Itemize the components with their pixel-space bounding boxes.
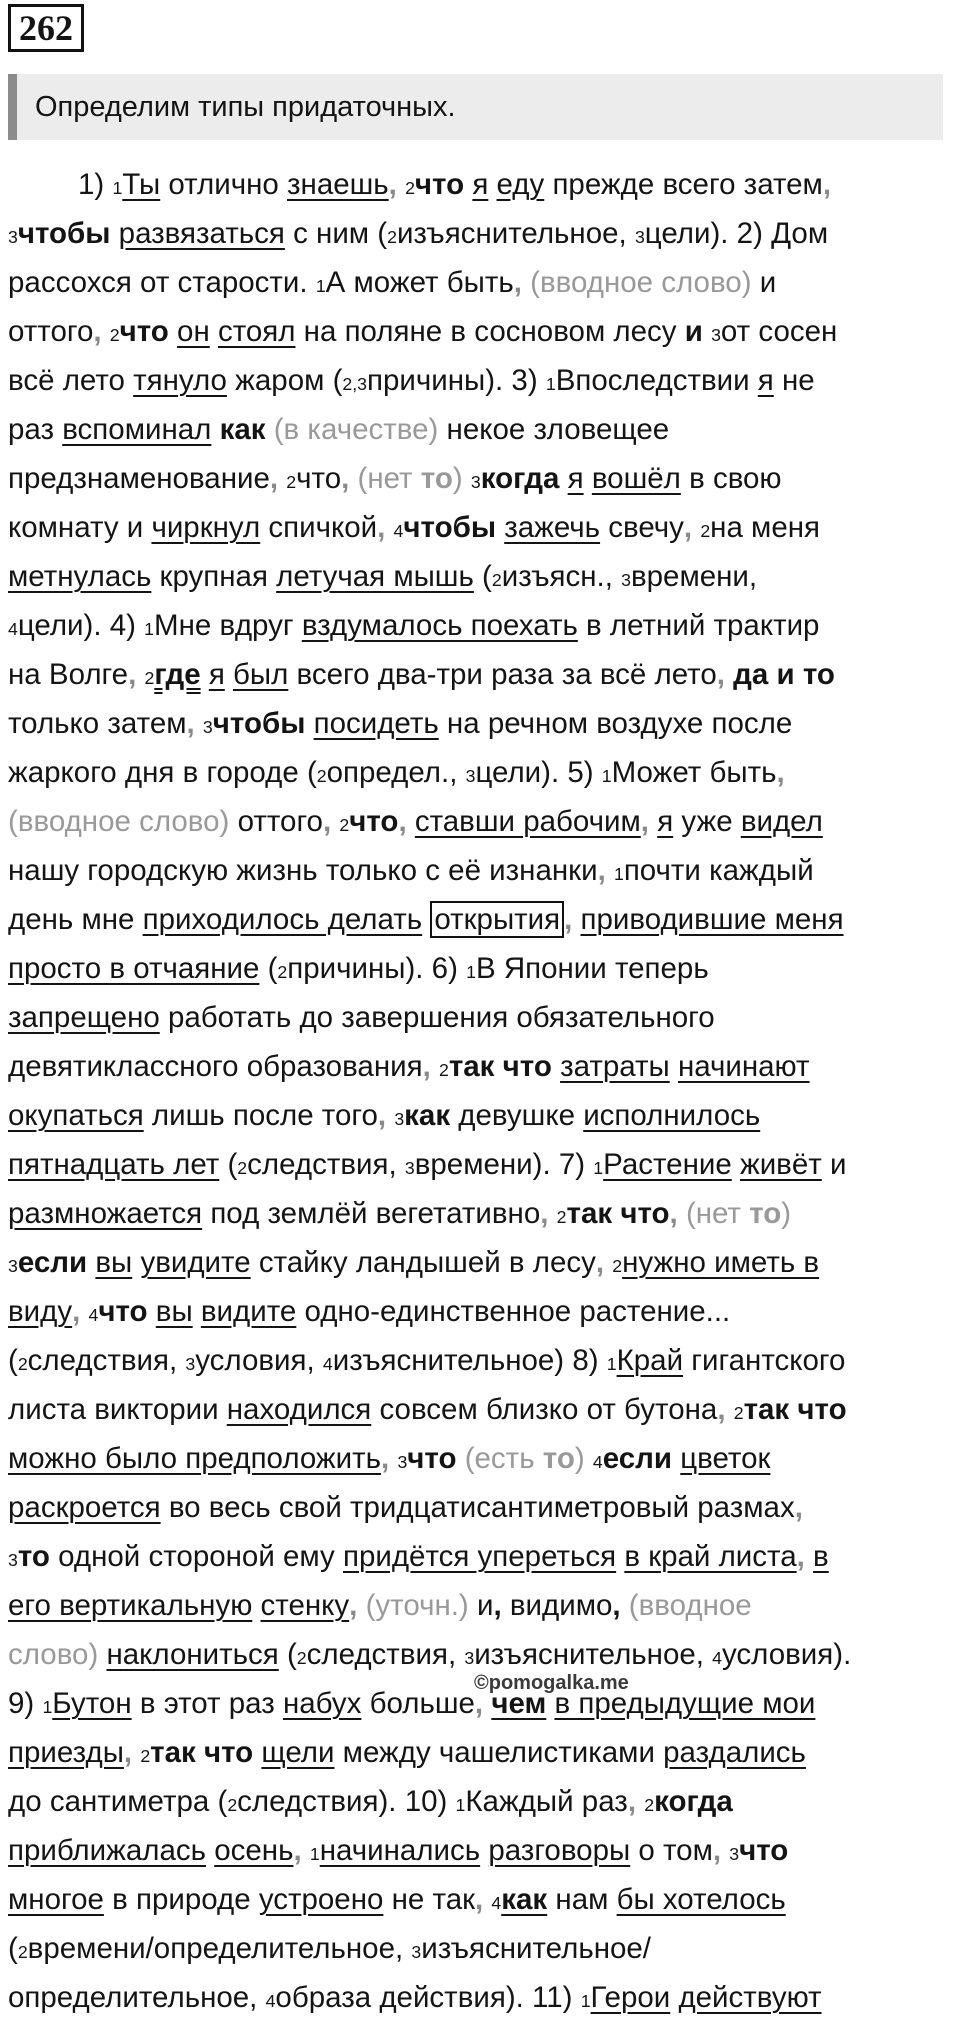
text-line: оттого, $^2$что он стоял на поляне в сосновом лесу и $^3$от сосен [8,315,838,348]
text-line: рассохся от старости. $^1$А может быть, (вводное слово) и [8,266,777,299]
text-line: $^3$то одной стороной ему придётся упереться в край листа, в [8,1540,829,1573]
text-line: комнату и чиркнул спичкой, $^4$чтобы зажечь свечу, $^2$на меня [8,511,821,544]
intro-note: Определим типы придаточных. [8,74,943,140]
watermark: ©pomogalka.me [474,1672,629,1694]
text-line: только затем, $^3$чтобы посидеть на речном воздухе после [8,707,793,740]
text-line: $^4$цели). 4) $^1$Мне вдруг вздумалось поехать в летний трактир [8,609,820,642]
text-line: просто в отчаяние ($^2$причины). 6) $^1$В Японии теперь [8,952,709,985]
text-line: всё лето тянуло жаром ($^{2,3}$причины). 3) $^1$Впоследствии я не [8,364,815,397]
text-line: девятиклассного образования, $^2$так что затраты начинают [8,1050,810,1083]
text-line: можно было предположить, $^3$что (есть то) $^4$если цветок [8,1442,771,1475]
text-line: многое в природе устроено не так, $^4$как нам бы хотелось [8,1883,786,1916]
text-line: метнулась крупная летучая мышь ($^2$изъясн., $^3$времени, [8,560,758,593]
task-number: 262 [8,4,84,52]
text-line: день мне приходилось делать открытия , приводившие меня [8,903,844,936]
text-line: на Волге, $^2$где я был всего два-три раза за всё лето, да и то [8,658,835,691]
text-line: 1) $^1$Ты отлично знаешь, $^2$что я еду прежде всего затем, [78,168,832,201]
text-line: размножается под землёй вегетативно, $^2$так что, (нет то) [8,1197,792,1230]
text-line: нашу городскую жизнь только с её изнанки, $^1$почти каждый [8,854,814,887]
text-line: ($^2$времени/определительное, $^3$изъяснительное/ [8,1932,651,1965]
text-line: раскроется во весь свой тридцатисантиметровый размах, [8,1491,803,1524]
text-line: $^3$чтобы развязаться с ним ($^2$изъяснительное, $^3$цели). 2) Дом [8,217,829,250]
text-line: запрещено работать до завершения обязательного [8,1001,715,1034]
text-line: его вертикальную стенку, (уточн.) и, видимо, (вводное [8,1589,752,1622]
text-line: слово) наклониться ($^2$следствия, $^3$изъяснительное, $^4$условия). [8,1638,852,1671]
text-line: жаркого дня в городе ($^2$определ., $^3$цели). 5) $^1$Может быть, [8,756,785,789]
text-line: определительное, $^4$образа действия). 11) $^1$Герои действуют [8,1981,822,2014]
text-line: (вводное слово) оттого, $^2$что, ставши рабочим, я уже видел [8,805,823,838]
text-line: листа виктории находился совсем близко от бутона, $^2$так что [8,1393,847,1426]
text-line: виду, $^4$что вы видите одно-единственное растение... [8,1295,731,1328]
text-line: раз вспоминал как (в качестве) некое зловещее [8,413,670,446]
text-line: ($^2$следствия, $^3$условия, $^4$изъяснительное) 8) $^1$Край гигантского [8,1344,846,1377]
text-line: предзнаменование, $^2$что, (нет то) $^3$когда я вошёл в свою [8,462,782,495]
text-line: $^3$если вы увидите стайку ландышей в лесу, $^2$нужно иметь в [8,1246,820,1279]
text-line: окупаться лишь после того, $^3$как девушке исполнилось [8,1099,761,1132]
text-line: приближалась осень, $^1$начинались разговоры о том, $^3$что [8,1834,789,1867]
text-line: до сантиметра ($^2$следствия). 10) $^1$Каждый раз, $^2$когда [8,1785,733,1818]
text-line: пятнадцать лет ($^2$следствия, $^3$времени). 7) $^1$Растение живёт и [8,1148,847,1181]
text-line: 9) $^1$Бутон в этот раз набух больше, чем в предыдущие мои [8,1687,816,1720]
text-line: приезды, $^2$так что щели между чашелистиками раздались [8,1736,806,1769]
answer-text [8,160,956,2022]
